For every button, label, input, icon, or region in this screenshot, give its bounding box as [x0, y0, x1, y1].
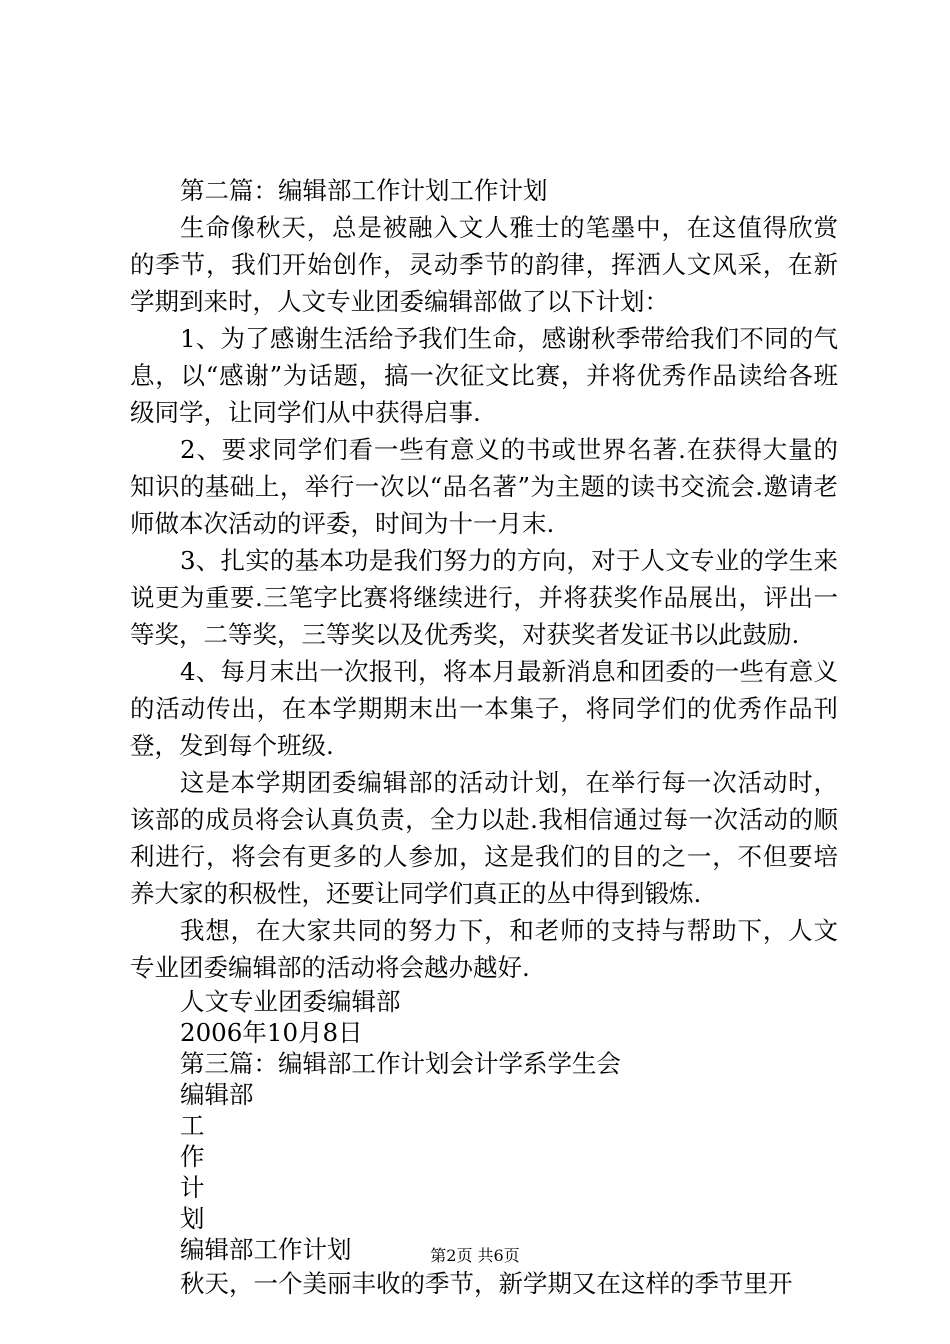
vertical-line-2: 工 [180, 1111, 205, 1140]
plan-item-2: 2、要求同学们看一些有意义的书或世界名著.在获得大量的知识的基础上，举行一次以“品名著”为主题的读书交流会.邀请老师做本次活动的评委，时间为十一月末. [130, 435, 838, 538]
signature: 人文专业团委编辑部 [180, 987, 401, 1016]
last-paragraph: 秋天，一个美丽丰收的季节，新学期又在这样的季节里开 [180, 1269, 793, 1298]
vertical-line-3: 作 [180, 1142, 205, 1171]
page-footer: 第2页 共6页 [430, 1246, 520, 1265]
subheading: 编辑部工作计划 [180, 1235, 352, 1264]
vertical-line-4: 计 [180, 1173, 205, 1202]
plan-item-1: 1、为了感谢生活给予我们生命，感谢秋季带给我们不同的气息，以“感谢”为话题，搞一次征文比赛，并将优秀作品读给各班级同学，让同学们从中获得启事. [130, 324, 838, 427]
intro-paragraph: 生命像秋天，总是被融入文人雅士的笔墨中，在这值得欣赏的季节，我们开始创作，灵动季节的韵律，挥洒人文风采，在新学期到来时，人文专业团委编辑部做了以下计划： [130, 213, 838, 316]
section-heading-2: 第二篇：编辑部工作计划工作计划 [180, 176, 548, 205]
summary-paragraph: 这是本学期团委编辑部的活动计划，在举行每一次活动时，该部的成员将会认真负责，全力以赴.我相信通过每一次活动的顺利进行，将会有更多的人参加，这是我们的目的之一，不但要培养大家的积极性，还要让同学们真正的丛中得到锻炼. [130, 768, 838, 908]
date: 2006年10月8日 [180, 1018, 363, 1047]
section-heading-3: 第三篇：编辑部工作计划会计学系学生会 [180, 1049, 621, 1078]
plan-item-3: 3、扎实的基本功是我们努力的方向，对于人文专业的学生来说更为重要.三笔字比赛将继续进行，并将获奖作品展出，评出一等奖，二等奖，三等奖以及优秀奖，对获奖者发证书以此鼓励. [130, 546, 838, 649]
vertical-line-5: 划 [180, 1204, 205, 1233]
document-body [130, 172, 838, 1302]
closing-paragraph: 我想，在大家共同的努力下，和老师的支持与帮助下，人文专业团委编辑部的活动将会越办越好. [130, 916, 838, 982]
vertical-line-1: 编辑部 [180, 1080, 254, 1109]
plan-item-4: 4、每月末出一次报刊，将本月最新消息和团委的一些有意义的活动传出，在本学期期末出一本集子，将同学们的优秀作品刊登，发到每个班级. [130, 657, 838, 760]
